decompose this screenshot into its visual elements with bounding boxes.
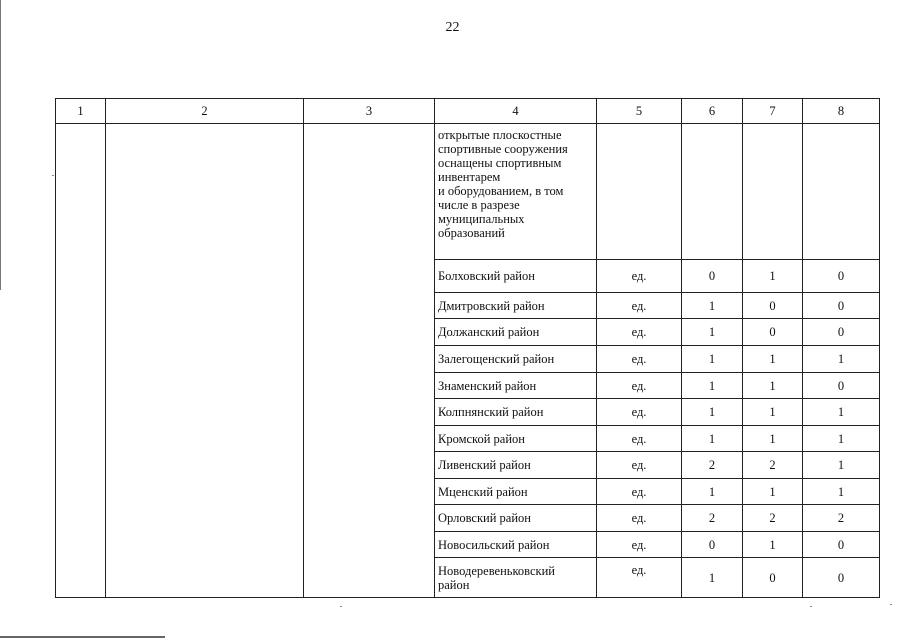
indicator-line: инвентарем [438, 170, 501, 184]
column-header: 4 [435, 99, 597, 124]
unit-cell: ед. [597, 293, 682, 319]
unit-cell: ед. [597, 532, 682, 558]
value-col7: 1 [743, 260, 803, 293]
value-col6: 1 [682, 373, 743, 399]
page-number: 22 [445, 20, 460, 35]
value-col8: 1 [803, 346, 880, 373]
district-name: Новосильский район [435, 532, 597, 558]
value-col7: 1 [743, 532, 803, 558]
district-name: Колпнянский район [435, 399, 597, 426]
unit-cell: ед. [597, 426, 682, 452]
unit-cell: ед. [597, 505, 682, 532]
col1-merged-cell [56, 124, 106, 598]
value-col7: 0 [743, 558, 803, 598]
column-header: 2 [106, 99, 304, 124]
empty-cell [803, 124, 880, 260]
value-col6: 1 [682, 319, 743, 346]
column-header: 6 [682, 99, 743, 124]
unit-cell: ед. [597, 346, 682, 373]
value-col7: 1 [743, 346, 803, 373]
district-name: Кромской район [435, 426, 597, 452]
value-col8: 1 [803, 399, 880, 426]
column-header: 5 [597, 99, 682, 124]
value-col8: 1 [803, 426, 880, 452]
unit-cell: ед. [597, 260, 682, 293]
column-header: 7 [743, 99, 803, 124]
scan-speck [340, 606, 342, 607]
value-col7: 0 [743, 319, 803, 346]
value-col6: 1 [682, 426, 743, 452]
value-col7: 2 [743, 452, 803, 479]
value-col6: 1 [682, 558, 743, 598]
value-col6: 2 [682, 505, 743, 532]
district-name: Должанский район [435, 319, 597, 346]
indicator-line: числе в разрезе [438, 198, 520, 212]
district-name: Дмитровский район [435, 293, 597, 319]
value-col8: 0 [803, 558, 880, 598]
scan-speck [52, 175, 54, 176]
scan-speck [810, 606, 812, 607]
empty-cell [743, 124, 803, 260]
indicator-line: образований [438, 226, 505, 240]
district-name [435, 558, 597, 598]
unit-cell: ед. [597, 452, 682, 479]
column-header: 3 [304, 99, 435, 124]
value-col7: 0 [743, 293, 803, 319]
district-name: Знаменский район [435, 373, 597, 399]
unit-cell: ед. [597, 319, 682, 346]
value-col6: 0 [682, 260, 743, 293]
scan-edge-line [0, 636, 165, 638]
unit-cell: ед. [597, 373, 682, 399]
unit-cell: ед. [597, 479, 682, 505]
district-name: Ливенский район [435, 452, 597, 479]
scan-speck [890, 604, 892, 605]
indicator-line: и оборудованием, в том [438, 184, 564, 198]
unit-cell: ед. [597, 399, 682, 426]
value-col7: 1 [743, 399, 803, 426]
district-name: Орловский район [435, 505, 597, 532]
empty-cell [682, 124, 743, 260]
district-name-line: Новодеревеньковский [438, 563, 555, 578]
value-col6: 1 [682, 293, 743, 319]
column-number-row [56, 99, 880, 124]
data-table [55, 98, 880, 598]
indicator-line: оснащены спортивным [438, 156, 562, 170]
indicator-line: открытые плоскостные [438, 128, 562, 142]
indicator-line: муниципальных [438, 212, 525, 226]
value-col7: 2 [743, 505, 803, 532]
district-name-line: район [438, 577, 470, 592]
value-col8: 0 [803, 260, 880, 293]
value-col8: 0 [803, 532, 880, 558]
value-col8: 0 [803, 373, 880, 399]
value-col6: 1 [682, 399, 743, 426]
empty-cell [597, 124, 682, 260]
scan-margin-line [0, 0, 1, 290]
district-name: Залегощенский район [435, 346, 597, 373]
indicator-description [435, 124, 597, 260]
column-header: 8 [803, 99, 880, 124]
col3-merged-cell [304, 124, 435, 598]
indicator-line: спортивные сооружения [438, 142, 568, 156]
value-col8: 0 [803, 319, 880, 346]
value-col6: 0 [682, 532, 743, 558]
value-col7: 1 [743, 479, 803, 505]
district-name: Мценский район [435, 479, 597, 505]
unit-cell: ед. [597, 558, 682, 598]
value-col8: 0 [803, 293, 880, 319]
value-col6: 1 [682, 479, 743, 505]
value-col8: 1 [803, 479, 880, 505]
column-header: 1 [56, 99, 106, 124]
value-col8: 1 [803, 452, 880, 479]
district-name: Болховский район [435, 260, 597, 293]
value-col6: 1 [682, 346, 743, 373]
value-col7: 1 [743, 426, 803, 452]
value-col8: 2 [803, 505, 880, 532]
indicator-row [56, 124, 880, 260]
value-col6: 2 [682, 452, 743, 479]
value-col7: 1 [743, 373, 803, 399]
col2-merged-cell [106, 124, 304, 598]
